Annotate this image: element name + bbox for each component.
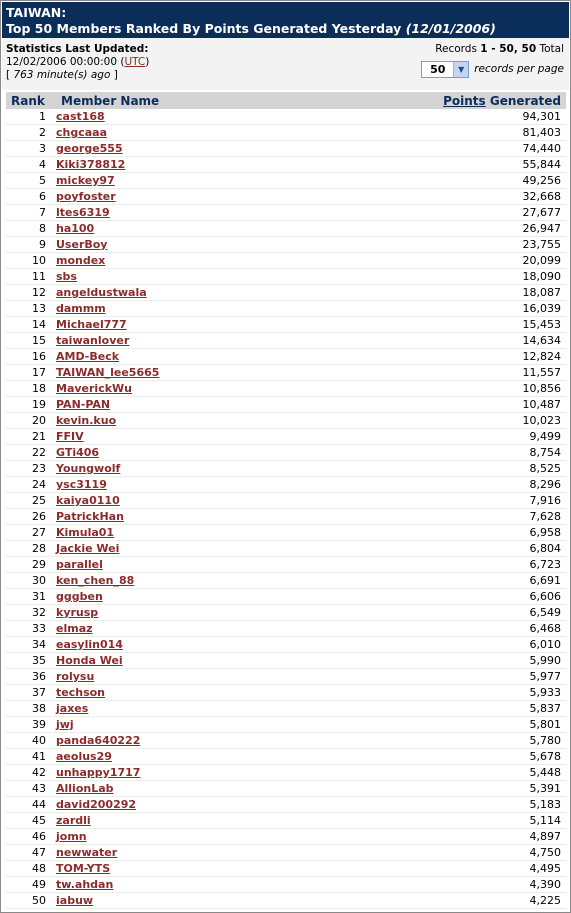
rank-cell: 8 (6, 221, 56, 237)
rank-cell: 11 (6, 269, 56, 285)
points-cell: 4,897 (290, 829, 566, 845)
member-link[interactable]: mondex (56, 254, 106, 267)
member-link[interactable]: PAN-PAN (56, 398, 111, 411)
table-row (6, 349, 566, 365)
member-link[interactable]: Youngwolf (56, 462, 121, 475)
panel-title (2, 2, 569, 38)
member-name-cell (56, 669, 290, 685)
member-name-cell (56, 173, 290, 189)
points-cell: 5,183 (290, 797, 566, 813)
member-name-cell (56, 253, 290, 269)
member-name-cell (56, 717, 290, 733)
member-name-cell (56, 109, 290, 125)
member-name-cell (56, 429, 290, 445)
member-name-cell (56, 221, 290, 237)
member-link[interactable]: UserBoy (56, 238, 108, 251)
member-name-cell (56, 493, 290, 509)
minutes-ago-close: ] (110, 69, 118, 81)
table-row (6, 317, 566, 333)
rank-cell: 18 (6, 381, 56, 397)
table-row (6, 861, 566, 877)
member-link[interactable]: AMD-Beck (56, 350, 120, 363)
points-cell: 10,023 (290, 413, 566, 429)
stats-bar (2, 38, 569, 90)
table-row (6, 253, 566, 269)
points-cell: 5,977 (290, 669, 566, 685)
rank-cell: 48 (6, 861, 56, 877)
member-name-cell (56, 205, 290, 221)
records-suffix: Total (536, 43, 564, 55)
points-cell: 6,723 (290, 557, 566, 573)
records-per-page-value: 50 (430, 63, 446, 76)
member-link[interactable]: jaxes (56, 702, 89, 715)
member-name-cell (56, 605, 290, 621)
points-header-rest: Generated (485, 93, 561, 108)
rank-cell: 27 (6, 525, 56, 541)
rank-cell: 32 (6, 605, 56, 621)
member-name-cell (56, 189, 290, 205)
records-per-page-control (421, 61, 564, 78)
points-cell: 4,225 (290, 893, 566, 909)
member-link[interactable]: techson (56, 686, 106, 699)
member-name-cell (56, 397, 290, 413)
points-cell: 7,628 (290, 509, 566, 525)
table-row (6, 509, 566, 525)
table-row (6, 221, 566, 237)
utc-link[interactable]: UTC (124, 56, 146, 68)
member-link[interactable]: unhappy1717 (56, 766, 141, 779)
points-cell: 4,750 (290, 845, 566, 861)
table-row (6, 765, 566, 781)
table-row (6, 445, 566, 461)
points-cell: 32,668 (290, 189, 566, 205)
rank-cell: 13 (6, 301, 56, 317)
rank-cell: 36 (6, 669, 56, 685)
member-link[interactable]: GTi406 (56, 446, 100, 459)
member-name-cell (56, 525, 290, 541)
points-cell: 6,010 (290, 637, 566, 653)
member-link[interactable]: gggben (56, 590, 103, 603)
points-cell: 6,804 (290, 541, 566, 557)
member-link[interactable]: zardli (56, 814, 91, 827)
member-name-cell (56, 845, 290, 861)
member-name-cell (56, 701, 290, 717)
table-row (6, 701, 566, 717)
points-cell: 8,525 (290, 461, 566, 477)
table-row (6, 573, 566, 589)
member-name-cell (56, 621, 290, 637)
points-cell: 5,114 (290, 813, 566, 829)
records-per-page-select[interactable] (421, 61, 469, 78)
minutes-ago (6, 69, 149, 82)
member-link[interactable]: Kimula01 (56, 526, 115, 539)
rank-cell: 25 (6, 493, 56, 509)
table-row (6, 845, 566, 861)
member-link[interactable]: Honda Wei (56, 654, 123, 667)
member-link[interactable]: panda640222 (56, 734, 141, 747)
table-header-row (6, 92, 566, 109)
table-row (6, 477, 566, 493)
table-row (6, 733, 566, 749)
table-row (6, 365, 566, 381)
rank-header: Rank (6, 92, 56, 109)
rank-cell: 16 (6, 349, 56, 365)
table-row (6, 781, 566, 797)
points-cell: 11,557 (290, 365, 566, 381)
last-updated-datetime: 12/02/2006 00:00:00 ( (6, 56, 125, 68)
member-link[interactable]: newwater (56, 846, 118, 859)
table-row (6, 333, 566, 349)
points-cell: 5,837 (290, 701, 566, 717)
points-sort-link[interactable]: Points (443, 93, 486, 108)
member-name-cell (56, 413, 290, 429)
table-row (6, 125, 566, 141)
rank-cell: 3 (6, 141, 56, 157)
member-link[interactable]: ysc3119 (56, 478, 107, 491)
points-cell: 5,448 (290, 765, 566, 781)
rank-cell: 26 (6, 509, 56, 525)
points-cell: 5,990 (290, 653, 566, 669)
member-link[interactable]: tw.ahdan (56, 878, 114, 891)
member-name-cell (56, 269, 290, 285)
member-link[interactable]: ken_chen_88 (56, 574, 135, 587)
member-link[interactable]: easylin014 (56, 638, 123, 651)
points-cell: 4,495 (290, 861, 566, 877)
table-row (6, 669, 566, 685)
rank-cell: 43 (6, 781, 56, 797)
table-row (6, 157, 566, 173)
table-row (6, 589, 566, 605)
table-row (6, 541, 566, 557)
table-row (6, 621, 566, 637)
member-link[interactable]: kevin.kuo (56, 414, 117, 427)
member-name-cell (56, 749, 290, 765)
points-header (290, 92, 566, 109)
rank-cell: 7 (6, 205, 56, 221)
minutes-ago-open: [ (6, 69, 14, 81)
member-name-cell (56, 573, 290, 589)
table-row (6, 493, 566, 509)
member-name-cell (56, 877, 290, 893)
member-link[interactable]: kaiya0110 (56, 494, 120, 507)
last-updated-label: Statistics Last Updated: (6, 43, 149, 55)
member-name-cell (56, 365, 290, 381)
points-cell: 14,634 (290, 333, 566, 349)
member-name-cell (56, 125, 290, 141)
member-link[interactable]: TOM-YTS (56, 862, 111, 875)
points-cell: 8,754 (290, 445, 566, 461)
points-cell: 16,039 (290, 301, 566, 317)
member-name-cell (56, 541, 290, 557)
minutes-ago-value: 763 minute(s) ago (13, 69, 111, 81)
member-link[interactable]: rolysu (56, 670, 95, 683)
table-row (6, 717, 566, 733)
rank-cell: 38 (6, 701, 56, 717)
points-cell: 12,824 (290, 349, 566, 365)
ranking-rows (6, 109, 566, 909)
rank-cell: 12 (6, 285, 56, 301)
points-cell: 6,958 (290, 525, 566, 541)
table-row (6, 685, 566, 701)
rank-cell: 14 (6, 317, 56, 333)
rank-cell: 31 (6, 589, 56, 605)
table-row (6, 557, 566, 573)
table-row (6, 525, 566, 541)
member-link[interactable]: Michael777 (56, 318, 127, 331)
points-cell: 20,099 (290, 253, 566, 269)
member-name-cell (56, 797, 290, 813)
member-link[interactable]: sbs (56, 270, 77, 283)
member-link[interactable]: jomn (56, 830, 87, 843)
rank-cell: 2 (6, 125, 56, 141)
points-cell: 23,755 (290, 237, 566, 253)
rank-cell: 46 (6, 829, 56, 845)
table-row (6, 813, 566, 829)
points-cell: 6,549 (290, 605, 566, 621)
member-link[interactable]: iabuw (56, 894, 94, 907)
rank-cell: 49 (6, 877, 56, 893)
table-row (6, 397, 566, 413)
rank-cell: 23 (6, 461, 56, 477)
member-link[interactable]: angeldustwala (56, 286, 147, 299)
points-cell: 6,468 (290, 621, 566, 637)
table-row (6, 605, 566, 621)
rank-cell: 20 (6, 413, 56, 429)
points-cell: 5,780 (290, 733, 566, 749)
last-updated-close: ) (145, 56, 150, 68)
rank-cell: 22 (6, 445, 56, 461)
points-cell: 5,678 (290, 749, 566, 765)
ranking-title-text: Top 50 Members Ranked By Points Generated Yesterday (6, 21, 402, 36)
table-row (6, 301, 566, 317)
points-cell: 5,801 (290, 717, 566, 733)
points-cell: 5,933 (290, 685, 566, 701)
member-link[interactable]: mickey97 (56, 174, 115, 187)
member-name-cell (56, 237, 290, 253)
table-row (6, 237, 566, 253)
member-link[interactable]: ltes6319 (56, 206, 110, 219)
table-row (6, 829, 566, 845)
member-name-cell (56, 301, 290, 317)
member-name-cell (56, 733, 290, 749)
points-cell: 8,296 (290, 477, 566, 493)
points-cell: 55,844 (290, 157, 566, 173)
table-row (6, 653, 566, 669)
rank-cell: 15 (6, 333, 56, 349)
member-name-cell (56, 349, 290, 365)
rank-cell: 10 (6, 253, 56, 269)
rank-cell: 9 (6, 237, 56, 253)
member-link[interactable]: elmaz (56, 622, 93, 635)
member-name-cell (56, 781, 290, 797)
points-cell: 10,856 (290, 381, 566, 397)
rank-cell: 34 (6, 637, 56, 653)
member-name-cell (56, 861, 290, 877)
points-cell: 18,087 (290, 285, 566, 301)
member-link[interactable]: george555 (56, 142, 123, 155)
member-name-cell (56, 685, 290, 701)
member-link[interactable]: FFIV (56, 430, 84, 443)
rank-cell: 44 (6, 797, 56, 813)
points-cell: 27,677 (290, 205, 566, 221)
rank-cell: 28 (6, 541, 56, 557)
member-link[interactable]: aeolus29 (56, 750, 112, 763)
member-name-cell (56, 637, 290, 653)
table-row (6, 429, 566, 445)
table-row (6, 749, 566, 765)
member-link[interactable]: MaverickWu (56, 382, 132, 395)
points-cell: 94,301 (290, 109, 566, 125)
points-cell: 5,391 (290, 781, 566, 797)
rank-cell: 5 (6, 173, 56, 189)
points-cell: 7,916 (290, 493, 566, 509)
records-range: 1 - 50, 50 (480, 43, 537, 55)
table-row (6, 173, 566, 189)
member-link[interactable]: TAIWAN_lee5665 (56, 366, 160, 379)
ranking-date: (12/01/2006) (405, 21, 496, 36)
member-name-cell (56, 589, 290, 605)
table-row (6, 797, 566, 813)
table-row (6, 285, 566, 301)
rank-cell: 19 (6, 397, 56, 413)
records-summary (421, 43, 564, 56)
points-cell: 10,487 (290, 397, 566, 413)
member-link[interactable]: chgcaaa (56, 126, 108, 139)
member-link[interactable]: ha100 (56, 222, 95, 235)
rank-cell: 33 (6, 621, 56, 637)
member-link[interactable]: jwj (56, 718, 74, 731)
member-name-cell (56, 157, 290, 173)
member-name-cell (56, 381, 290, 397)
table-row (6, 461, 566, 477)
points-cell: 26,947 (290, 221, 566, 237)
rank-cell: 29 (6, 557, 56, 573)
table-row (6, 877, 566, 893)
points-cell: 6,606 (290, 589, 566, 605)
rank-cell: 40 (6, 733, 56, 749)
points-cell: 81,403 (290, 125, 566, 141)
country-title: TAIWAN: (6, 5, 67, 20)
rank-cell: 47 (6, 845, 56, 861)
member-link[interactable]: parallel (56, 558, 103, 571)
last-updated-value (6, 56, 149, 69)
points-cell: 6,691 (290, 573, 566, 589)
rank-cell: 39 (6, 717, 56, 733)
rank-cell: 21 (6, 429, 56, 445)
member-name-cell (56, 893, 290, 909)
member-name-cell (56, 333, 290, 349)
member-name-cell (56, 813, 290, 829)
rank-cell: 24 (6, 477, 56, 493)
rank-cell: 1 (6, 109, 56, 125)
points-cell: 18,090 (290, 269, 566, 285)
member-name-cell (56, 765, 290, 781)
member-link[interactable]: taiwanlover (56, 334, 130, 347)
table-row (6, 269, 566, 285)
table-row (6, 381, 566, 397)
member-name-cell (56, 141, 290, 157)
member-name-cell (56, 653, 290, 669)
table-row (6, 141, 566, 157)
member-link[interactable]: poyfoster (56, 190, 116, 203)
table-row (6, 189, 566, 205)
member-name-cell (56, 445, 290, 461)
ranking-title (6, 21, 565, 37)
member-name-header: Member Name (56, 92, 290, 109)
member-name-cell (56, 461, 290, 477)
member-name-cell (56, 509, 290, 525)
rank-cell: 17 (6, 365, 56, 381)
rank-cell: 4 (6, 157, 56, 173)
rank-cell: 30 (6, 573, 56, 589)
table-row (6, 413, 566, 429)
points-cell: 9,499 (290, 429, 566, 445)
member-link[interactable]: PatrickHan (56, 510, 124, 523)
member-name-cell (56, 317, 290, 333)
records-block (421, 43, 564, 78)
points-cell: 15,453 (290, 317, 566, 333)
rank-cell: 42 (6, 765, 56, 781)
member-name-cell (56, 557, 290, 573)
member-link[interactable]: Jackie Wei (56, 542, 120, 555)
ranking-table (6, 92, 566, 909)
rank-cell: 6 (6, 189, 56, 205)
records-prefix: Records (435, 43, 481, 55)
chevron-down-icon[interactable]: ▼ (453, 62, 468, 77)
table-row (6, 205, 566, 221)
records-per-page-label: records per page (474, 63, 564, 75)
member-link[interactable]: Kiki378812 (56, 158, 126, 171)
member-name-cell (56, 285, 290, 301)
points-cell: 49,256 (290, 173, 566, 189)
points-cell: 74,440 (290, 141, 566, 157)
member-link[interactable]: kyrusp (56, 606, 99, 619)
rank-cell: 50 (6, 893, 56, 909)
rank-cell: 37 (6, 685, 56, 701)
rank-cell: 41 (6, 749, 56, 765)
table-row (6, 893, 566, 909)
last-updated-block (6, 43, 149, 82)
rank-cell: 45 (6, 813, 56, 829)
rank-cell: 35 (6, 653, 56, 669)
member-name-cell (56, 477, 290, 493)
table-row (6, 109, 566, 125)
member-link[interactable]: cast168 (56, 110, 105, 123)
member-name-cell (56, 829, 290, 845)
member-link[interactable]: AllionLab (56, 782, 114, 795)
points-cell: 4,390 (290, 877, 566, 893)
member-link[interactable]: david200292 (56, 798, 137, 811)
member-link[interactable]: dammm (56, 302, 106, 315)
table-row (6, 637, 566, 653)
